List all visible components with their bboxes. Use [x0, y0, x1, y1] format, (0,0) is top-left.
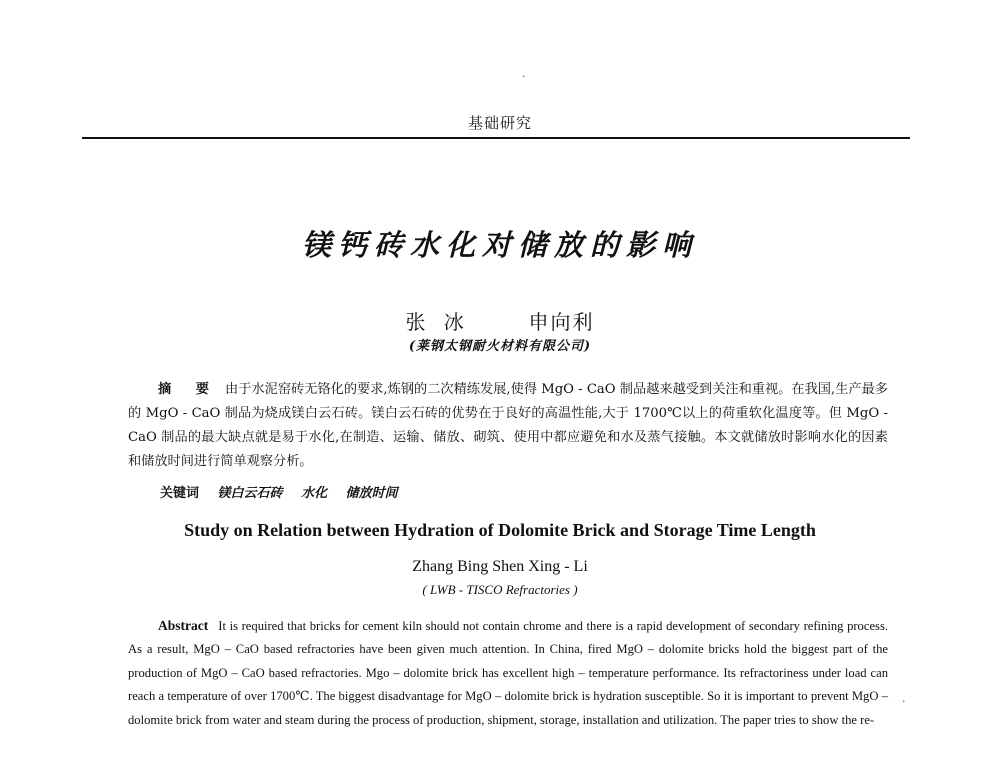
author-list [0, 306, 1000, 335]
author-affiliation: (莱钢太钢耐火材料有限公司) [408, 339, 592, 354]
keyword: 水化 [301, 486, 328, 501]
english-abstract-label: Abstract [158, 618, 209, 633]
english-abstract-text: It is required that bricks for cement kiln should not contain chrome and there is a rapid development of secondary refining process. As a result, MgO – CaO based refractories have been given much attention. In China, fired MgO – dolomite bricks hold the biggest part of the production of MgO – CaO based refractories. Mgo – dolomite brick has excellent high – temperature performance. Its refractoriness under load can reach a temperature of over 1700℃. The biggest disadvantage for MgO – dolomite brick is hydration susceptible. So it is important to prevent MgO – dolomite brick from water and steam during the process of production, shipment, storage, installation and utilization. The paper tries to show the re- [128, 619, 888, 727]
stray-dot-mark-margin: · [902, 695, 906, 708]
keyword: 镁白云石砖 [217, 486, 283, 501]
abstract-text: 由于水泥窑砖无铬化的要求,炼钢的二次精练发展,使得 MgO - CaO 制品越来越受到关注和重视。在我国,生产最多的 MgO - CaO 制品为烧成镁白云石砖。镁白云石砖的优势在于良好的高温性能,大于 1700℃以上的荷重软化温度等。但 MgO - CaO 制品的最大缺点就是易于水化,在制造、运输、储放、砌筑、使用中都应避免和水及蒸气接触。本文就储放时影响水化的因素和储放时间进行简单观察分析。 [128, 382, 888, 469]
english-title: Study on Relation between Hydration of Dolomite Brick and Storage Time Length [184, 520, 816, 540]
english-abstract [128, 614, 888, 732]
keywords-line [160, 482, 412, 501]
author-name: 张 冰 [405, 310, 466, 334]
author-name: 申向利 [528, 310, 595, 334]
keywords-label: 关键词 [160, 486, 200, 501]
english-affiliation: ( LWB - TISCO Refractories ) [422, 582, 578, 597]
paper-title: 镁钙砖水化对储放的影响 [301, 228, 698, 262]
stray-dot-mark: · [522, 70, 526, 83]
chinese-abstract [128, 378, 888, 474]
header-rule [82, 137, 910, 139]
keyword: 储放时间 [345, 486, 398, 501]
abstract-label: 摘 要 [158, 382, 220, 397]
running-head: 基础研究 [467, 114, 532, 132]
english-authors: Zhang Bing Shen Xing - Li [412, 558, 588, 575]
